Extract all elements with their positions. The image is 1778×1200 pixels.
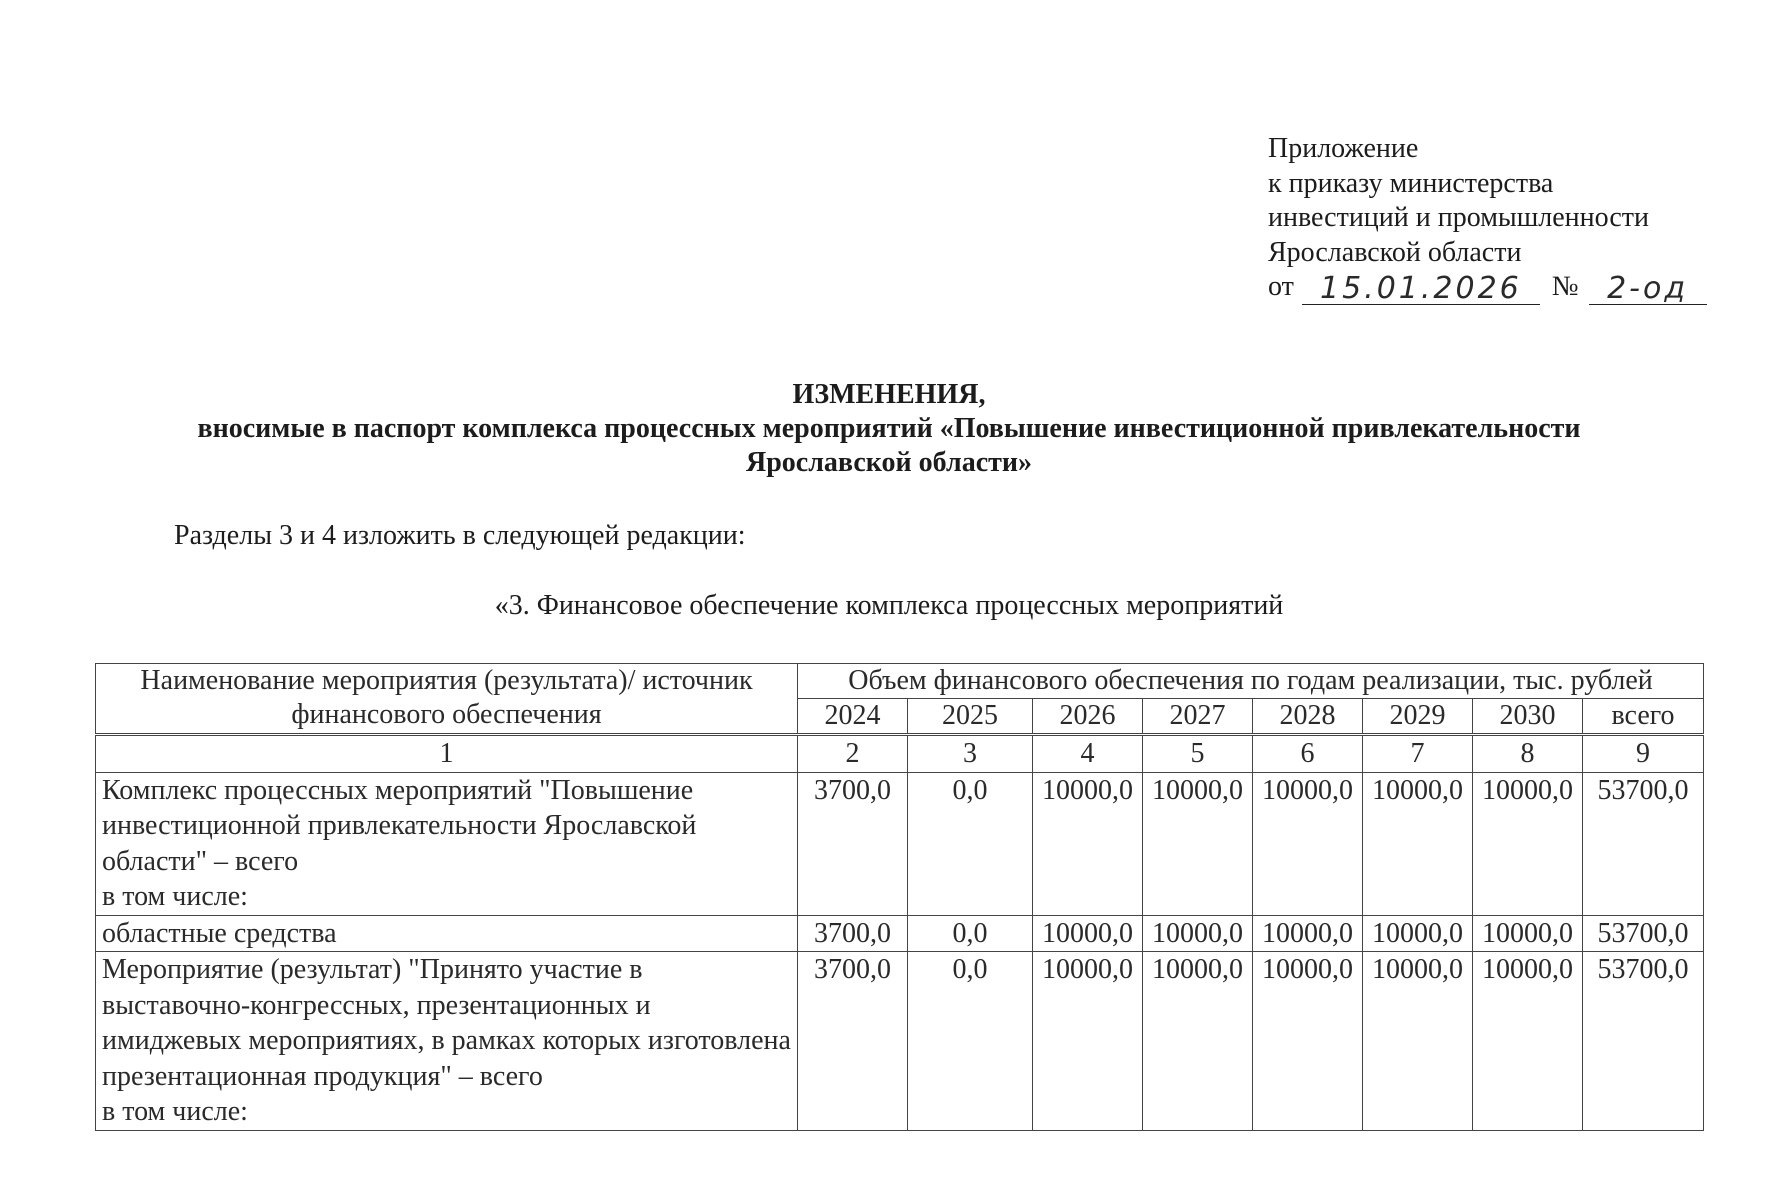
appendix-line: инвестиций и промышленности <box>1268 202 1649 233</box>
title-line: ИЗМЕНЕНИЯ, <box>792 379 986 410</box>
header-year: 2027 <box>1143 699 1253 735</box>
header-total: всего <box>1583 699 1704 735</box>
appendix-line: к приказу министерства <box>1268 167 1554 199</box>
value-cell: 10000,0 <box>1473 915 1583 952</box>
value-cell: 3700,0 <box>798 915 908 952</box>
column-number: 2 <box>798 735 908 773</box>
section-title: «3. Финансовое обеспечение комплекса процессных мероприятий <box>494 590 1284 621</box>
value-cell: 53700,0 <box>1583 915 1704 952</box>
appendix-line: Приложение <box>1268 133 1419 164</box>
appendix-block <box>1268 132 1707 305</box>
financing-table <box>95 663 1704 1131</box>
title-line: Ярославской области» <box>745 447 1033 478</box>
value-cell: 10000,0 <box>1033 952 1143 1131</box>
handwritten-date: 15.01.2026 <box>1302 274 1540 305</box>
value-cell: 10000,0 <box>1143 915 1253 952</box>
table-row <box>96 952 1704 1131</box>
value-cell: 53700,0 <box>1583 952 1704 1131</box>
header-year: 2024 <box>798 699 908 735</box>
header-year: 2029 <box>1363 699 1473 735</box>
column-number: 5 <box>1143 735 1253 773</box>
handwritten-order-number: 2-од <box>1589 274 1707 305</box>
value-cell: 10000,0 <box>1473 772 1583 915</box>
row-name-cell <box>96 772 798 915</box>
table-row <box>96 772 1704 915</box>
value-cell: 10000,0 <box>1473 952 1583 1131</box>
intro-text: Разделы 3 и 4 изложить в следующей редакции: <box>174 520 746 551</box>
row-name: Комплекс процессных мероприятий "Повышение инвестиционной привлекательности Ярославской области" – всего в том числе: <box>102 774 697 912</box>
title-line: вносимые в паспорт комплекса процессных мероприятий «Повышение инвестиционной привлекательности <box>197 413 1581 444</box>
value-cell: 10000,0 <box>1363 952 1473 1131</box>
column-number: 9 <box>1583 735 1704 773</box>
date-prefix: от <box>1268 271 1294 302</box>
order-date-line <box>1268 270 1707 305</box>
row-name-cell <box>96 952 798 1131</box>
header-year: 2025 <box>908 699 1033 735</box>
value-cell: 10000,0 <box>1253 915 1363 952</box>
appendix-line: Ярославской области <box>1268 236 1522 268</box>
value-cell: 0,0 <box>908 915 1033 952</box>
value-cell: 0,0 <box>908 772 1033 915</box>
row-name: Мероприятие (результат) "Принято участие в выставочно-конгрессных, презентационных и имиджевых мероприятиях, в рамках которых изготовлена презентационная продукция" – всего в том числе: <box>102 954 791 1127</box>
number-prefix: № <box>1551 271 1579 302</box>
value-cell: 53700,0 <box>1583 772 1704 915</box>
value-cell: 10000,0 <box>1033 772 1143 915</box>
column-number: 6 <box>1253 735 1363 773</box>
header-volume-cell: Объем финансового обеспечения по годам реализации, тыс. рублей <box>798 664 1704 699</box>
column-number: 3 <box>908 735 1033 773</box>
value-cell: 10000,0 <box>1363 772 1473 915</box>
value-cell: 10000,0 <box>1143 772 1253 915</box>
value-cell: 10000,0 <box>1143 952 1253 1131</box>
header-year: 2030 <box>1473 699 1583 735</box>
table-row <box>96 915 1704 952</box>
column-numbers-row <box>96 735 1704 773</box>
row-name-cell <box>96 915 798 952</box>
header-year: 2028 <box>1253 699 1363 735</box>
header-year: 2026 <box>1033 699 1143 735</box>
value-cell: 3700,0 <box>798 772 908 915</box>
row-name: областные средства <box>102 917 337 949</box>
column-number: 7 <box>1363 735 1473 773</box>
document-title <box>0 378 1778 480</box>
value-cell: 10000,0 <box>1363 915 1473 952</box>
column-number: 1 <box>96 735 798 773</box>
column-number: 8 <box>1473 735 1583 773</box>
value-cell: 10000,0 <box>1033 915 1143 952</box>
column-number: 4 <box>1033 735 1143 773</box>
header-name-cell: Наименование мероприятия (результата)/ источник финансового обеспечения <box>96 664 798 735</box>
value-cell: 10000,0 <box>1253 772 1363 915</box>
value-cell: 10000,0 <box>1253 952 1363 1131</box>
value-cell: 3700,0 <box>798 952 908 1131</box>
value-cell: 0,0 <box>908 952 1033 1131</box>
